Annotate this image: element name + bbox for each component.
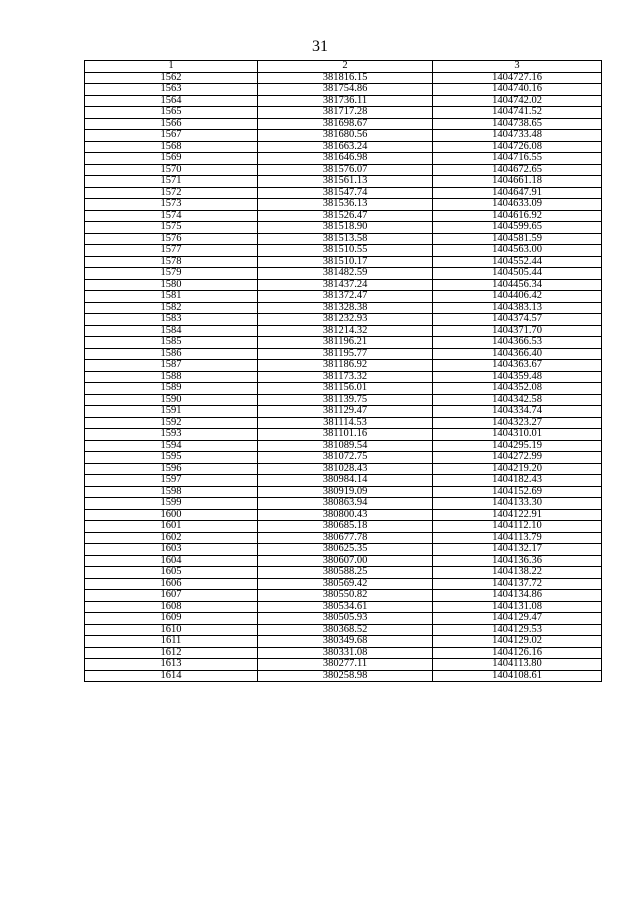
cell-x-coordinate: 381754.86 (258, 84, 433, 96)
cell-x-coordinate: 381028.43 (258, 463, 433, 475)
cell-y-coordinate: 1404406.42 (433, 291, 602, 303)
cell-x-coordinate: 381232.93 (258, 314, 433, 326)
cell-point-number: 1589 (85, 383, 258, 395)
cell-point-number: 1565 (85, 107, 258, 119)
cell-x-coordinate: 380677.78 (258, 532, 433, 544)
cell-point-number: 1569 (85, 153, 258, 165)
cell-x-coordinate: 381196.21 (258, 337, 433, 349)
cell-x-coordinate: 381437.24 (258, 279, 433, 291)
cell-y-coordinate: 1404126.16 (433, 647, 602, 659)
cell-x-coordinate: 380569.42 (258, 578, 433, 590)
table-row (85, 337, 602, 349)
cell-x-coordinate: 381736.11 (258, 95, 433, 107)
table-row (85, 291, 602, 303)
cell-x-coordinate: 381518.90 (258, 222, 433, 234)
cell-y-coordinate: 1404661.18 (433, 176, 602, 188)
cell-point-number: 1566 (85, 118, 258, 130)
cell-point-number: 1611 (85, 636, 258, 648)
cell-y-coordinate: 1404505.44 (433, 268, 602, 280)
table-row (85, 406, 602, 418)
table-row (85, 636, 602, 648)
cell-y-coordinate: 1404359.48 (433, 371, 602, 383)
cell-x-coordinate: 381663.24 (258, 141, 433, 153)
cell-point-number: 1572 (85, 187, 258, 199)
cell-point-number: 1571 (85, 176, 258, 188)
cell-x-coordinate: 380863.94 (258, 498, 433, 510)
table-row (85, 463, 602, 475)
table-row (85, 245, 602, 257)
table-row (85, 279, 602, 291)
cell-y-coordinate: 1404741.52 (433, 107, 602, 119)
cell-point-number: 1595 (85, 452, 258, 464)
cell-point-number: 1577 (85, 245, 258, 257)
cell-x-coordinate: 380800.43 (258, 509, 433, 521)
table-row (85, 521, 602, 533)
table-row (85, 590, 602, 602)
cell-point-number: 1614 (85, 670, 258, 682)
table-row (85, 348, 602, 360)
cell-point-number: 1570 (85, 164, 258, 176)
cell-y-coordinate: 1404726.08 (433, 141, 602, 153)
cell-y-coordinate: 1404134.86 (433, 590, 602, 602)
cell-y-coordinate: 1404129.47 (433, 613, 602, 625)
cell-point-number: 1586 (85, 348, 258, 360)
cell-x-coordinate: 380258.98 (258, 670, 433, 682)
table-row (85, 578, 602, 590)
cell-point-number: 1591 (85, 406, 258, 418)
cell-x-coordinate: 381156.01 (258, 383, 433, 395)
cell-y-coordinate: 1404295.19 (433, 440, 602, 452)
cell-y-coordinate: 1404138.22 (433, 567, 602, 579)
cell-point-number: 1610 (85, 624, 258, 636)
cell-point-number: 1600 (85, 509, 258, 521)
cell-y-coordinate: 1404727.16 (433, 72, 602, 84)
table-row (85, 613, 602, 625)
cell-point-number: 1594 (85, 440, 258, 452)
cell-x-coordinate: 381698.67 (258, 118, 433, 130)
cell-x-coordinate: 381561.13 (258, 176, 433, 188)
table-row (85, 222, 602, 234)
cell-y-coordinate: 1404738.65 (433, 118, 602, 130)
cell-x-coordinate: 380349.68 (258, 636, 433, 648)
cell-y-coordinate: 1404133.30 (433, 498, 602, 510)
table-row (85, 233, 602, 245)
table-row (85, 532, 602, 544)
cell-y-coordinate: 1404716.55 (433, 153, 602, 165)
cell-point-number: 1579 (85, 268, 258, 280)
cell-point-number: 1607 (85, 590, 258, 602)
table-row (85, 210, 602, 222)
table-row (85, 164, 602, 176)
cell-point-number: 1585 (85, 337, 258, 349)
table-row (85, 567, 602, 579)
cell-y-coordinate: 1404552.44 (433, 256, 602, 268)
cell-point-number: 1573 (85, 199, 258, 211)
page-number: 31 (312, 38, 328, 55)
cell-point-number: 1580 (85, 279, 258, 291)
cell-point-number: 1601 (85, 521, 258, 533)
cell-x-coordinate: 381214.32 (258, 325, 433, 337)
table-row (85, 268, 602, 280)
cell-y-coordinate: 1404616.92 (433, 210, 602, 222)
table-row (85, 84, 602, 96)
cell-point-number: 1574 (85, 210, 258, 222)
cell-x-coordinate: 381576.07 (258, 164, 433, 176)
table-row (85, 256, 602, 268)
cell-y-coordinate: 1404366.40 (433, 348, 602, 360)
table-row (85, 659, 602, 671)
cell-point-number: 1583 (85, 314, 258, 326)
cell-y-coordinate: 1404272.99 (433, 452, 602, 464)
cell-y-coordinate: 1404136.36 (433, 555, 602, 567)
cell-x-coordinate: 381717.28 (258, 107, 433, 119)
cell-point-number: 1612 (85, 647, 258, 659)
cell-y-coordinate: 1404132.17 (433, 544, 602, 556)
table-row (85, 141, 602, 153)
table-row (85, 360, 602, 372)
cell-y-coordinate: 1404383.13 (433, 302, 602, 314)
cell-x-coordinate: 381328.38 (258, 302, 433, 314)
table-row (85, 199, 602, 211)
cell-point-number: 1567 (85, 130, 258, 142)
cell-y-coordinate: 1404152.69 (433, 486, 602, 498)
table-header (85, 61, 602, 73)
cell-point-number: 1578 (85, 256, 258, 268)
cell-point-number: 1602 (85, 532, 258, 544)
cell-x-coordinate: 381510.17 (258, 256, 433, 268)
cell-y-coordinate: 1404599.65 (433, 222, 602, 234)
cell-x-coordinate: 380625.35 (258, 544, 433, 556)
cell-x-coordinate: 381173.32 (258, 371, 433, 383)
cell-y-coordinate: 1404342.58 (433, 394, 602, 406)
column-header-y: 3 (433, 61, 602, 73)
cell-point-number: 1563 (85, 84, 258, 96)
cell-y-coordinate: 1404310.01 (433, 429, 602, 441)
cell-y-coordinate: 1404323.27 (433, 417, 602, 429)
cell-y-coordinate: 1404742.02 (433, 95, 602, 107)
table-row (85, 417, 602, 429)
table-row (85, 187, 602, 199)
table-row (85, 118, 602, 130)
cell-x-coordinate: 380505.93 (258, 613, 433, 625)
cell-x-coordinate: 380984.14 (258, 475, 433, 487)
table-row (85, 601, 602, 613)
cell-point-number: 1605 (85, 567, 258, 579)
cell-x-coordinate: 380534.61 (258, 601, 433, 613)
cell-point-number: 1590 (85, 394, 258, 406)
cell-y-coordinate: 1404219.20 (433, 463, 602, 475)
cell-point-number: 1568 (85, 141, 258, 153)
table-row (85, 95, 602, 107)
cell-point-number: 1603 (85, 544, 258, 556)
table-row (85, 670, 602, 682)
cell-point-number: 1581 (85, 291, 258, 303)
cell-x-coordinate: 381372.47 (258, 291, 433, 303)
cell-y-coordinate: 1404113.80 (433, 659, 602, 671)
cell-point-number: 1575 (85, 222, 258, 234)
cell-y-coordinate: 1404633.09 (433, 199, 602, 211)
cell-point-number: 1584 (85, 325, 258, 337)
cell-point-number: 1576 (85, 233, 258, 245)
cell-point-number: 1596 (85, 463, 258, 475)
cell-x-coordinate: 380685.18 (258, 521, 433, 533)
cell-x-coordinate: 381547.74 (258, 187, 433, 199)
table-row (85, 383, 602, 395)
cell-x-coordinate: 381114.53 (258, 417, 433, 429)
cell-x-coordinate: 380919.09 (258, 486, 433, 498)
table-row (85, 325, 602, 337)
cell-point-number: 1604 (85, 555, 258, 567)
cell-point-number: 1598 (85, 486, 258, 498)
table-row (85, 394, 602, 406)
table-row (85, 440, 602, 452)
cell-point-number: 1582 (85, 302, 258, 314)
table-row (85, 314, 602, 326)
cell-x-coordinate: 381195.77 (258, 348, 433, 360)
cell-x-coordinate: 381139.75 (258, 394, 433, 406)
column-header-point-number: 1 (85, 61, 258, 73)
cell-y-coordinate: 1404563.00 (433, 245, 602, 257)
table-row (85, 107, 602, 119)
cell-point-number: 1587 (85, 360, 258, 372)
cell-x-coordinate: 381129.47 (258, 406, 433, 418)
cell-x-coordinate: 381101.16 (258, 429, 433, 441)
cell-y-coordinate: 1404352.08 (433, 383, 602, 395)
table-row (85, 72, 602, 84)
header-row (85, 61, 602, 73)
cell-y-coordinate: 1404733.48 (433, 130, 602, 142)
table-row (85, 371, 602, 383)
cell-x-coordinate: 381186.92 (258, 360, 433, 372)
cell-x-coordinate: 381510.55 (258, 245, 433, 257)
cell-y-coordinate: 1404113.79 (433, 532, 602, 544)
cell-y-coordinate: 1404131.08 (433, 601, 602, 613)
column-header-x: 2 (258, 61, 433, 73)
cell-point-number: 1609 (85, 613, 258, 625)
cell-y-coordinate: 1404182.43 (433, 475, 602, 487)
cell-point-number: 1593 (85, 429, 258, 441)
table-row (85, 624, 602, 636)
table-row (85, 475, 602, 487)
cell-point-number: 1608 (85, 601, 258, 613)
cell-x-coordinate: 380277.11 (258, 659, 433, 671)
table-body (85, 72, 602, 682)
cell-x-coordinate: 380550.82 (258, 590, 433, 602)
cell-point-number: 1613 (85, 659, 258, 671)
cell-x-coordinate: 381536.13 (258, 199, 433, 211)
cell-x-coordinate: 381513.58 (258, 233, 433, 245)
cell-x-coordinate: 380368.52 (258, 624, 433, 636)
cell-point-number: 1564 (85, 95, 258, 107)
cell-point-number: 1592 (85, 417, 258, 429)
table-row (85, 555, 602, 567)
cell-x-coordinate: 380331.08 (258, 647, 433, 659)
table-row (85, 176, 602, 188)
cell-y-coordinate: 1404363.67 (433, 360, 602, 372)
cell-x-coordinate: 381072.75 (258, 452, 433, 464)
cell-y-coordinate: 1404129.02 (433, 636, 602, 648)
cell-x-coordinate: 381816.15 (258, 72, 433, 84)
table-row (85, 486, 602, 498)
table-row (85, 302, 602, 314)
cell-y-coordinate: 1404740.16 (433, 84, 602, 96)
cell-y-coordinate: 1404108.61 (433, 670, 602, 682)
cell-y-coordinate: 1404672.65 (433, 164, 602, 176)
table-row (85, 509, 602, 521)
cell-x-coordinate: 380607.00 (258, 555, 433, 567)
table-row (85, 498, 602, 510)
table-row (85, 130, 602, 142)
cell-y-coordinate: 1404371.70 (433, 325, 602, 337)
cell-x-coordinate: 381482.59 (258, 268, 433, 280)
cell-x-coordinate: 381089.54 (258, 440, 433, 452)
cell-point-number: 1588 (85, 371, 258, 383)
cell-y-coordinate: 1404456.34 (433, 279, 602, 291)
cell-point-number: 1606 (85, 578, 258, 590)
cell-x-coordinate: 381680.56 (258, 130, 433, 142)
table-row (85, 429, 602, 441)
cell-x-coordinate: 380588.25 (258, 567, 433, 579)
table-row (85, 647, 602, 659)
table-row (85, 153, 602, 165)
cell-point-number: 1562 (85, 72, 258, 84)
cell-y-coordinate: 1404647.91 (433, 187, 602, 199)
coordinates-table (84, 60, 602, 682)
cell-x-coordinate: 381526.47 (258, 210, 433, 222)
cell-y-coordinate: 1404137.72 (433, 578, 602, 590)
table-row (85, 544, 602, 556)
cell-y-coordinate: 1404581.59 (433, 233, 602, 245)
cell-y-coordinate: 1404366.53 (433, 337, 602, 349)
cell-x-coordinate: 381646.98 (258, 153, 433, 165)
cell-y-coordinate: 1404122.91 (433, 509, 602, 521)
cell-point-number: 1597 (85, 475, 258, 487)
cell-y-coordinate: 1404112.10 (433, 521, 602, 533)
table-row (85, 452, 602, 464)
cell-y-coordinate: 1404129.53 (433, 624, 602, 636)
cell-y-coordinate: 1404334.74 (433, 406, 602, 418)
cell-y-coordinate: 1404374.57 (433, 314, 602, 326)
cell-point-number: 1599 (85, 498, 258, 510)
